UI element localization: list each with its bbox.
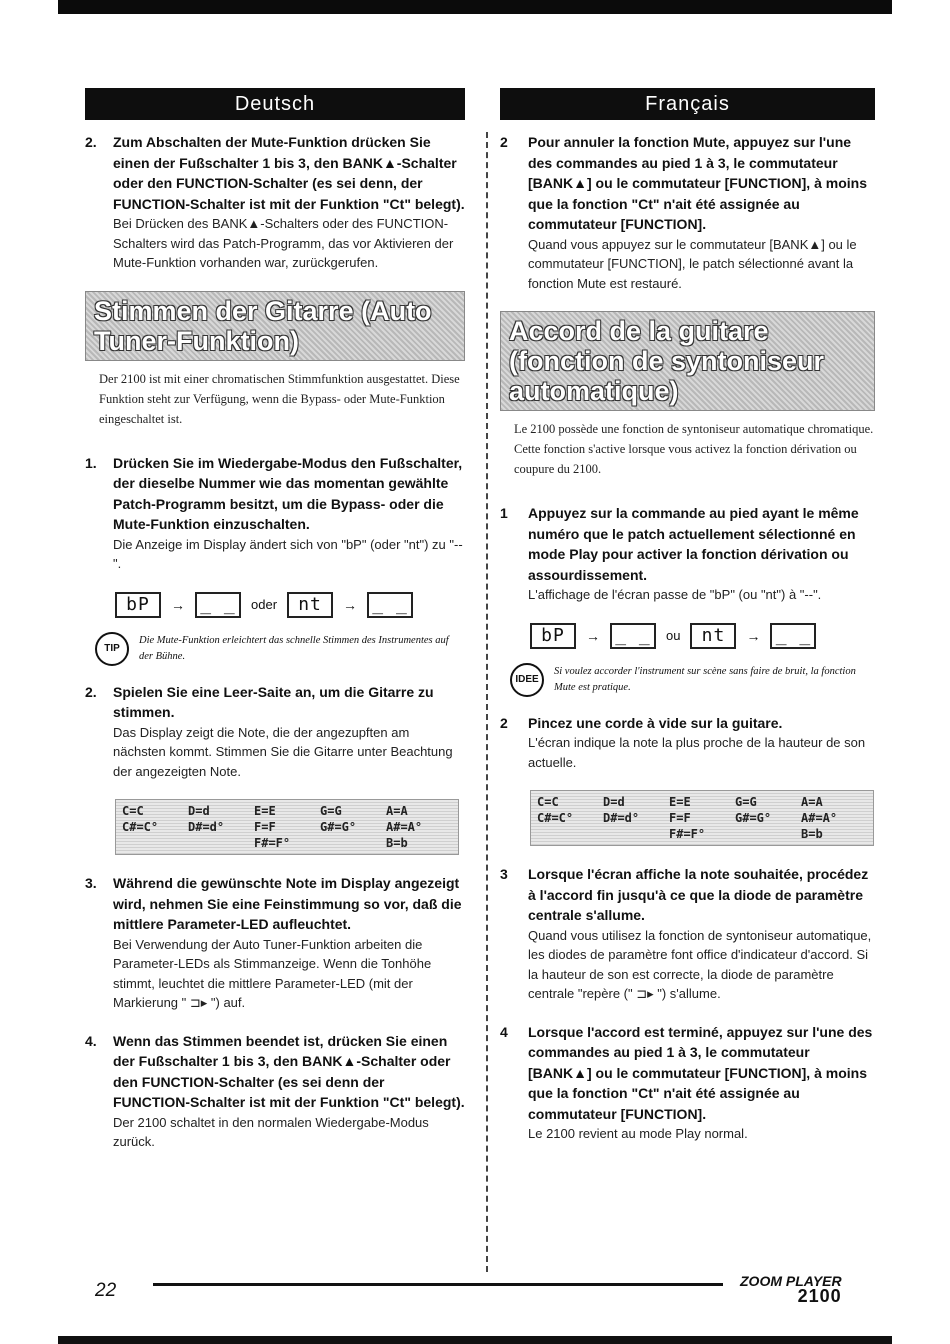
note-cell — [122, 836, 188, 850]
step-number: 1 — [500, 505, 508, 521]
step-number: 4 — [500, 1023, 508, 1040]
lcd-display: nt — [287, 592, 333, 618]
display-connector: ou — [666, 628, 681, 643]
step-description: Quand vous utilisez la fonction de syntoniseur automatique, les diodes de paramètre font office d'indicateur d'accord. Si la hauteur de son est correcte, la diode de paramètre centrale "repère (" ⊐▸ ") s'allume. — [528, 927, 872, 1001]
note-cell: A#=A° — [801, 811, 838, 825]
step-number: 2. — [85, 134, 97, 150]
footer-rule — [153, 1283, 723, 1286]
tip-box — [95, 632, 465, 666]
step-instruction: Spielen Sie eine Leer-Saite an, um die Gitarre zu stimmen. — [113, 683, 434, 720]
step-description: L'écran indique la note la plus proche de la hauteur de son actuelle. — [528, 735, 866, 770]
note-cell: G=G — [735, 795, 757, 809]
tip-box — [510, 663, 875, 697]
page-number: 22 — [95, 1280, 117, 1301]
note-cell: F#=F° — [254, 836, 291, 850]
note-cell: C#=C° — [537, 811, 574, 825]
note-cell: C=C — [537, 795, 559, 809]
step-3 — [500, 864, 875, 1004]
section-title-tuner: Stimmen der Gitarre (Auto Tuner-Funktion) — [85, 291, 465, 361]
lcd-display: _ _ — [367, 592, 413, 618]
step-description: Die Anzeige im Display ändert sich von "bP" (oder "nt") zu "--". — [113, 536, 463, 571]
brand-model: 2100 — [797, 1286, 842, 1306]
display-connector: oder — [251, 597, 278, 612]
note-cell: B=b — [386, 836, 408, 850]
idea-icon: IDEE — [510, 663, 544, 697]
note-cell — [537, 827, 603, 841]
note-cell: E=E — [254, 804, 276, 818]
step-instruction: Pour annuler la fonction Mute, appuyez sur l'une des commandes au pied 1 à 3, le commutateur [BANK▲] ou le commutateur [FUNCTION], à moins que la fonction "Ct" n'ait été assignée au commutateur [FUNCTION]. — [528, 134, 867, 232]
arrow-right-icon: → — [343, 596, 358, 613]
lcd-display: _ _ — [195, 592, 241, 618]
lcd-display: bP — [115, 592, 161, 618]
step-number: 3. — [85, 875, 97, 891]
column-francais — [500, 88, 875, 1162]
note-cell: G#=G° — [735, 811, 772, 825]
note-cell — [320, 836, 386, 850]
step-4 — [85, 1031, 465, 1152]
step-number: 2 — [500, 134, 508, 150]
step-description: Quand vous appuyez sur le commutateur [BANK▲] ou le commutateur [FUNCTION], le patch sélectionné avant la fonction Mute est restauré. — [528, 236, 857, 291]
arrow-right-icon: → — [746, 627, 761, 644]
step-description: L'affichage de l'écran passe de "bP" (ou "nt") à "--". — [528, 587, 822, 602]
note-cell: A=A — [386, 804, 408, 818]
display-transition — [530, 623, 875, 649]
section-intro: Le 2100 possède une fonction de syntoniseur automatique chromatique. Cette fonction s'active lorsque vous activez la fonction dérivation ou coupure du 2100. — [514, 422, 874, 476]
step-2 — [85, 682, 465, 782]
step-4 — [500, 1022, 875, 1144]
arrow-right-icon: → — [586, 627, 600, 644]
note-cell: D#=d° — [188, 820, 225, 834]
note-table — [530, 790, 874, 846]
section-intro: Der 2100 ist mit einer chromatischen Stimmfunktion ausgestattet. Diese Funktion steht zur Verfügung, wenn die Bypass- oder Mute-Funktion eingeschaltet ist. — [99, 371, 460, 426]
note-cell: D=d — [188, 804, 210, 818]
note-table — [115, 799, 459, 855]
tip-icon: TIP — [95, 632, 129, 666]
step-number: 4. — [85, 1032, 97, 1049]
step-1 — [500, 503, 875, 605]
step-instruction: Lorsque l'accord est terminé, appuyez sur l'une des commandes au pied 1 à 3, le commutateur [BANK▲] ou le commutateur [FUNCTION], à moins que la fonction "Ct" n'ait été assignée au commutateur [FUNCTION]. — [528, 1023, 873, 1122]
step-instruction: Lorsque l'écran affiche la note souhaitée, procédez à l'accord fin jusqu'à ce que la diode de paramètre centrale s'allume. — [528, 866, 869, 923]
note-cell: C=C — [122, 804, 144, 818]
step-mute-off — [85, 132, 465, 273]
section-title-tuner: Accord de la guitare (fonction de syntoniseur automatique) — [500, 311, 875, 411]
step-number: 2 — [500, 714, 508, 731]
note-cell — [603, 827, 669, 841]
step-instruction: Drücken Sie im Wiedergabe-Modus den Fußschalter, der dieselbe Nummer wie das momentan gewählte Patch-Programm besitzt, um die Bypass- oder die Mute-Funktion einzuschalten. — [113, 454, 463, 532]
step-instruction: Wenn das Stimmen beendet ist, drücken Sie einen der Fußschalter 1 bis 3, den BANK▲-Schalter oder den FUNCTION-Schalter (es sei denn der FUNCTION-Schalter ist mit der Funktion "Ct" belegt). — [113, 1032, 465, 1110]
arrow-right-icon: → — [171, 596, 185, 613]
note-cell: B=b — [801, 827, 823, 841]
step-instruction: Während die gewünschte Note im Display angezeigt wird, nehmen Sie eine Feinstimmung so vor, daß die mittlere Parameter-LED aufleuchtet. — [113, 875, 462, 932]
step-1 — [85, 453, 465, 574]
note-cell: F=F — [254, 820, 276, 834]
step-mute-off — [500, 132, 875, 293]
language-header-deutsch: Deutsch — [85, 88, 465, 120]
step-instruction: Appuyez sur la commande au pied ayant le même numéro que le patch actuellement sélectionné en mode Play pour activer la fonction dérivation ou assourdissement. — [528, 505, 859, 583]
note-cell: F#=F° — [669, 827, 706, 841]
note-cell — [188, 836, 254, 850]
step-instruction: Pincez une corde à vide sur la guitare. — [528, 714, 783, 731]
lcd-display: nt — [690, 623, 736, 649]
step-2 — [500, 713, 875, 773]
bottom-rule — [58, 1336, 892, 1344]
step-description: Der 2100 schaltet in den normalen Wiedergabe-Modus zurück. — [113, 1114, 429, 1149]
note-cell: D=d — [603, 795, 625, 809]
note-cell — [735, 827, 801, 841]
brand-name: ZOOM PLAYER — [740, 1273, 842, 1289]
note-cell: G#=G° — [320, 820, 357, 834]
column-deutsch — [85, 88, 465, 1170]
brand-logo — [740, 1274, 842, 1304]
note-cell: A=A — [801, 795, 823, 809]
step-description: Bei Verwendung der Auto Tuner-Funktion arbeiten die Parameter-LEDs als Stimmanzeige. Wenn die Tonhöhe stimmt, leuchtet die mittlere Parameter-LED (mit der Markierung " ⊐▸ ") auf. — [113, 936, 432, 1010]
language-header-francais: Français — [500, 88, 875, 120]
top-rule — [58, 0, 892, 14]
column-divider — [486, 132, 488, 1272]
note-cell: A#=A° — [386, 820, 423, 834]
note-cell: E=E — [669, 795, 691, 809]
step-description: Das Display zeigt die Note, die der angezupften am nächsten kommt. Stimmen Sie die Gitarre unter Beachtung der angezeigten Note. — [113, 724, 453, 779]
note-cell: G=G — [320, 804, 342, 818]
lcd-display: bP — [530, 623, 576, 649]
tip-text: Si voulez accorder l'instrument sur scène sans faire de bruit, la fonction Mute est pratique. — [554, 665, 856, 693]
note-cell: C#=C° — [122, 820, 159, 834]
step-number: 1. — [85, 454, 97, 471]
step-description: Le 2100 revient au mode Play normal. — [528, 1126, 748, 1141]
lcd-display: _ _ — [610, 623, 656, 649]
step-number: 2. — [85, 683, 97, 700]
step-3 — [85, 873, 465, 1013]
tip-text: Die Mute-Funktion erleichtert das schnelle Stimmen des Instrumentes auf der Bühne. — [139, 634, 449, 662]
lcd-display: _ _ — [770, 623, 816, 649]
note-cell: F=F — [669, 811, 691, 825]
step-description: Bei Drücken des BANK▲-Schalters oder des FUNCTION-Schalters wird das Patch-Programm, das vor Aktivieren der Mute-Funktion vorhanden war, zurückgerufen. — [113, 216, 454, 270]
display-transition — [115, 592, 465, 618]
note-cell: D#=d° — [603, 811, 640, 825]
step-instruction: Zum Abschalten der Mute-Funktion drücken Sie einen der Fußschalter 1 bis 3, den BANK▲-Schalter oder den FUNCTION-Schalter (es sei denn, der FUNCTION-Schalter ist mit der Funktion "Ct" belegt). — [113, 134, 465, 212]
step-number: 3 — [500, 866, 508, 882]
